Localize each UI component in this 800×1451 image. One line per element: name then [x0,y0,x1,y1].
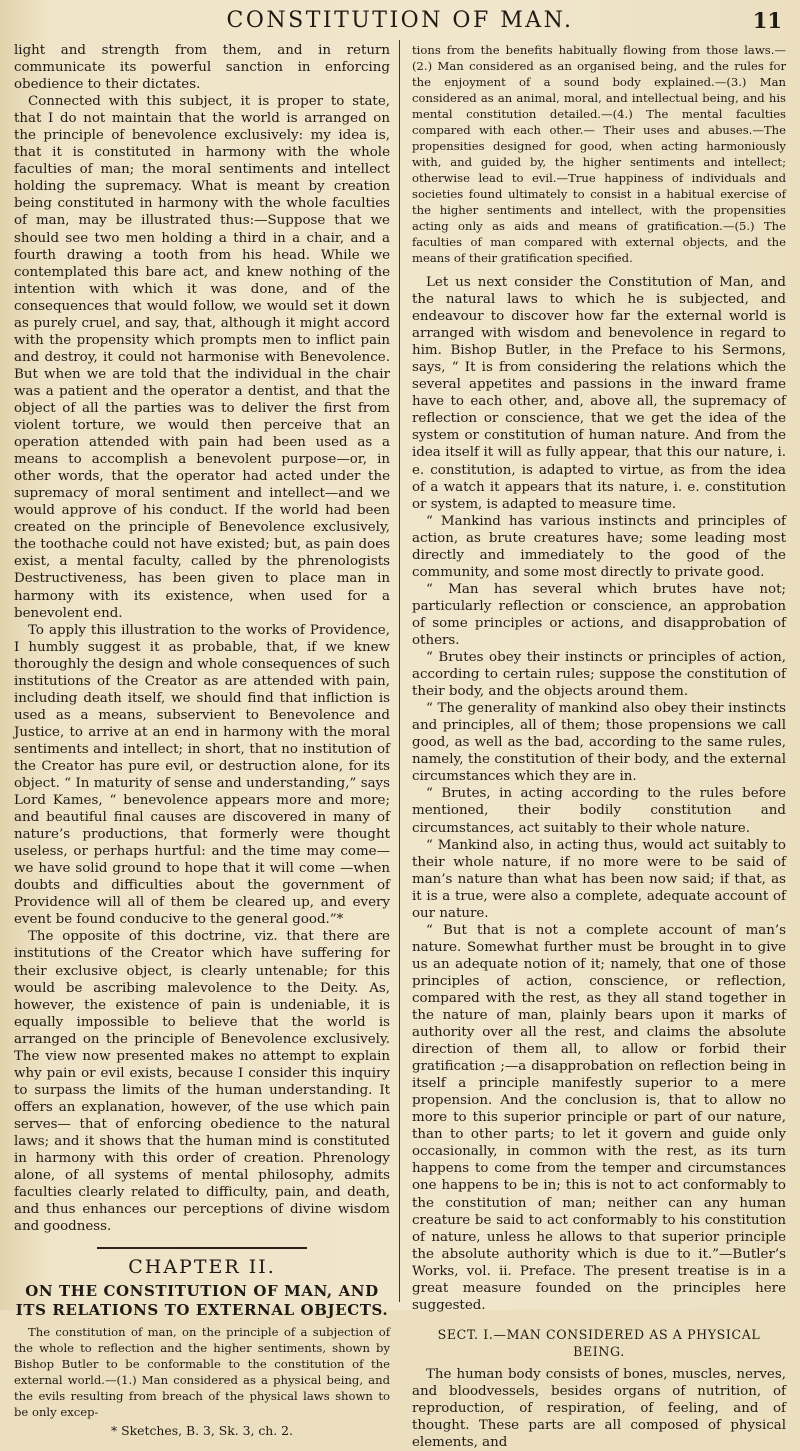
column-divider [399,40,400,1302]
paragraph: The opposite of this doctrine, viz. that there are institutions of the Creator which have suffering for their exclusive object, is clearly untenable; for this would be ascribing malevolence to the Deity. As, however, the existence of pain is undeniable, it is equally impossible to believe that the world is arranged on the principle of Benevolence exclusively. The view now presented makes no attempt to explain why pain or evil exists, because I consider this inquiry to surpass the limits of the human understanding. It offers an explanation, however, of the use which pain serves— that of enforcing obedience to the natural laws; and it shows that the human mind is constituted in harmony with this order of creation. Phrenology alone, of all systems of mental philosophy, admits faculties clearly related to difficulty, pain, and death, and thus enhances our perceptions of divine wisdom and goodness. [14,929,390,1235]
paragraph: “ Mankind has various instincts and principles of action, as brute creatures have; some leading most directly and immediately to the good of the community, and some most directly to private good. [412,513,786,580]
chapter-summary: The constitution of man, on the principle of a subjection of the whole to reflection and the higher sentiments, shown by Bishop Butler to be conformable to the constitution of the external world.—(1.) Man considered as a physical being, and the evils resulting from breach of the physical laws shown to be only excep- [14,1325,390,1420]
paragraph: The human body consists of bones, muscles, nerves, and bloodvessels, besides organs of nutrition, of reproduction, of respiration, of feeling, and of thought. These parts are all composed of physical elements, and [412,1366,786,1451]
chapter-summary-continued: tions from the benefits habitually flowing from those laws.—(2.) Man considered as an organised being, and the rules for the enjoyment of a sound body explained.—(3.) Man considered as an animal, moral, and intellectual being, and his mental constitution detailed.—(4.) The mental faculties compared with each other.— Their uses and abuses.—The propensities designed for good, when acting harmoniously with, and guided by, the higher sentiments and intellect; otherwise lead to evil.—True happiness of individuals and societies found ultimately to consist in a habitual exercise of the higher sentiments and intellect, with the propensities acting only as aids and means of gratification.—(5.) The faculties of man compared with external objects, and the means of their gratification specified. [412,43,786,265]
paragraph: To apply this illustration to the works of Providence, I humbly suggest it as probable, that, if we knew thoroughly the design and whole consequences of such institutions of the Creator as are attended with pain, including death itself, we should find that infliction is used as a means, subservient to Benevolence and Justice, to arrive at an end in harmony with the moral sentiments and intellect; in short, that no institution of the Creator has pure evil, or destruction alone, for its object. “ In maturity of sense and understanding,” says Lord Kames, “ benevolence appears more and more; and beautiful final causes are discovered in many of nature’s productions, that formerly were thought useless, or perhaps hurtful: and the time may come—we have solid ground to hope that it will come —when doubts and difficulties about the government of Providence will all of them be cleared up, and every event be found conducive to the general good.”* [14,622,390,928]
chapter-divider [97,1247,307,1249]
chapter-title: CHAPTER II. [128,1256,276,1279]
chapter-subtitle: ON THE CONSTITUTION OF MAN, AND ITS RELATIONS TO EXTERNAL OBJECTS. [15,1282,389,1320]
page-number: 11 [752,8,782,33]
paragraph: “ But that is not a complete account of man’s nature. Somewhat further must be brought in to give us an adequate notion of it; namely, that one of those principles of action, conscience, or reflection, compared with the rest, as they all stand together in the nature of man, plainly bears upon it marks of authority over all the rest, and claims the absolute direction of them all, to allow or forbid their gratification ;—a disapprobation on reflection being in itself a principle manifestly superior to a mere propension. And the conclusion is, that to allow no more to this superior principle or part of our nature, than to other parts; to let it govern and guide only occasionally, in common with the rest, as its turn happens to come from the temper and circumstances one happens to be in; this is not to act conformably to the constitution of man; neither can any human creature be said to act conformably to his constitution of nature, unless he allows to that superior principle the absolute authority which is due to it.”—Butler’s Works, vol. ii. Preface. The present treatise is in a great measure founded on the principles here suggested. [412,922,786,1313]
page-header [0,4,800,40]
paragraph: light and strength from them, and in return communicate its powerful sanction in enforcing obedience to their dictates. [14,43,390,93]
left-column [14,42,390,1439]
paragraph: “ Brutes obey their instincts or principles of action, according to certain rules; suppose the constitution of their body, and the objects around them. [412,650,786,700]
running-head: CONSTITUTION OF MAN. [226,8,574,33]
paragraph: Let us next consider the Constitution of Man, and the natural laws to which he is subjected, and endeavour to discover how far the external world is arranged with wisdom and benevolence in regard to him. Bishop Butler, in the Preface to his Sermons, says, “ It is from considering the relations which the several appetites and passions in the inward frame have to each other, and, above all, the supremacy of reflection or conscience, that we get the idea of the system or constitution of human nature. And from the idea itself it will as fully appear, that this our nature, i. e. constitution, is adapted to virtue, as from the idea of a watch it appears that its nature, i. e. constitution or system, is adapted to measure time. [412,275,786,512]
footnote: * Sketches, B. 3, Sk. 3, ch. 2. [111,1423,293,1439]
right-column [412,42,786,1451]
paragraph: “ The generality of mankind also obey their instincts and principles, all of them; those propensions we call good, as well as the bad, according to the same rules, namely, the constitution of their body, and the external circumstances which they are in. [412,701,786,785]
paragraph: Connected with this subject, it is proper to state, that I do not maintain that the world is arranged on the principle of benevolence exclusively: my idea is, that it is constituted in harmony with the whole faculties of man; the moral sentiments and intellect holding the supremacy. What is meant by creation being constituted in harmony with the whole faculties of man, may be illustrated thus:—Suppose that we should see two men holding a third in a chair, and a fourth drawing a tooth from his head. While we contemplated this bare act, and knew nothing of the intention with which it was done, and of the consequences that would follow, we would set it down as purely cruel, and say, that, although it might accord with the propensity which prompts men to inflict pain and destroy, it could not harmonise with Benevolence. But when we are told that the individual in the chair was a patient and the operator a dentist, and that the object of all the parties was to deliver the first from violent torture, we would then perceive that an operation attended with pain had been used as a means to accomplish a benevolent purpose—or, in other words, that the operator had acted under the supremacy of moral sentiment and intellect—and we would approve of his conduct. If the world had been created on the principle of Benevolence exclusively, the toothache could not have existed; but, as pain does exist, a mental faculty, called by the phrenologists Destructiveness, has been given to place man in harmony with its existence, when used for a benevolent end. [14,94,390,621]
section-heading: SECT. I.—MAN CONSIDERED AS A PHYSICAL BEING. [437,1326,761,1359]
paragraph: “ Man has several which brutes have not; particularly reflection or conscience, an approbation of some principles or actions, and disapprobation of others. [412,581,786,648]
paragraph: “ Mankind also, in acting thus, would act suitably to their whole nature, if no more were to be said of man’s nature than what has been now said; if that, as it is a true, were also a complete, adequate account of our nature. [412,837,786,921]
paragraph: “ Brutes, in acting according to the rules before mentioned, their bodily constitution and circumstances, act suitably to their whole nature. [412,786,786,836]
